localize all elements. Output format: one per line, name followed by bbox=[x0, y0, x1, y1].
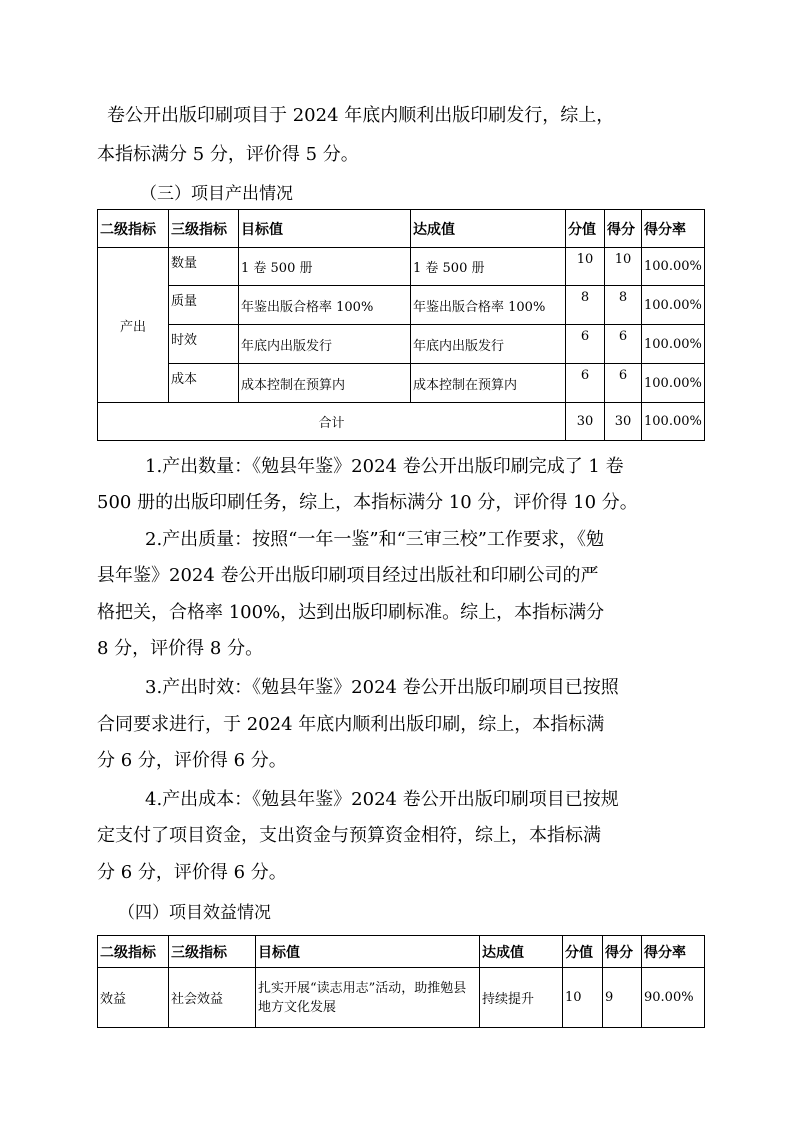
level3-cell: 数量 bbox=[169, 248, 239, 286]
benefit-table bbox=[97, 935, 705, 1028]
p3-line-2: 合同要求进行，于 2024 年底内顺利出版印刷，综上，本指标满 bbox=[97, 714, 605, 735]
header-rate: 得分率 bbox=[642, 210, 705, 248]
got-cell: 6 bbox=[605, 325, 642, 364]
p3-line-1: 3.产出时效：《勉县年鉴》2024 卷公开出版印刷项目已按照 bbox=[145, 677, 619, 698]
table-header-row bbox=[98, 936, 705, 968]
section-3-heading: （三）项目产出情况 bbox=[140, 184, 293, 204]
total-rate: 100.00% bbox=[642, 403, 705, 441]
table-row bbox=[98, 325, 705, 364]
got-cell: 6 bbox=[605, 364, 642, 403]
p4-line-3: 分 6 分，评价得 6 分。 bbox=[97, 862, 287, 883]
rate-cell: 100.00% bbox=[642, 364, 705, 403]
p1-line-2: 500 册的出版印刷任务，综上，本指标满分 10 分，评价得 10 分。 bbox=[97, 492, 638, 513]
total-label: 合计 bbox=[98, 403, 566, 441]
p4-line-2: 定支付了项目资金，支出资金与预算资金相符，综上，本指标满 bbox=[97, 825, 601, 846]
table-row bbox=[98, 248, 705, 286]
achieved-cell: 年鉴出版合格率 100% bbox=[411, 286, 566, 325]
rate-cell: 100.00% bbox=[642, 286, 705, 325]
target-cell: 扎实开展“读志用志”活动，助推勉县地方文化发展 bbox=[256, 968, 480, 1028]
table-row bbox=[98, 286, 705, 325]
level3-cell: 成本 bbox=[169, 364, 239, 403]
level3-cell: 质量 bbox=[169, 286, 239, 325]
rate-cell: 100.00% bbox=[642, 325, 705, 364]
score-cell: 10 bbox=[566, 248, 605, 286]
target-cell: 年底内出版发行 bbox=[239, 325, 411, 364]
total-score: 30 bbox=[566, 403, 605, 441]
total-row bbox=[98, 403, 705, 441]
header-level3: 三级指标 bbox=[169, 210, 239, 248]
section-4-heading: （四）项目效益情况 bbox=[118, 903, 271, 923]
p1-line-1: 1.产出数量：《勉县年鉴》2024 卷公开出版印刷完成了 1 卷 bbox=[145, 456, 624, 477]
output-table bbox=[97, 209, 705, 441]
p2-line-3: 格把关，合格率 100%，达到出版印刷标准。综上，本指标满分 bbox=[97, 602, 605, 623]
intro-line-1: 卷公开出版印刷项目于 2024 年底内顺利出版印刷发行，综上， bbox=[107, 105, 615, 126]
target-cell: 1 卷 500 册 bbox=[239, 248, 411, 286]
p2-line-2: 县年鉴》2024 卷公开出版印刷项目经过出版社和印刷公司的严 bbox=[97, 565, 599, 586]
header-score: 分值 bbox=[563, 936, 603, 968]
score-cell: 6 bbox=[566, 325, 605, 364]
table-header-row bbox=[98, 210, 705, 248]
target-cell: 成本控制在预算内 bbox=[239, 364, 411, 403]
header-level2: 二级指标 bbox=[98, 210, 169, 248]
header-target: 目标值 bbox=[256, 936, 480, 968]
got-cell: 10 bbox=[605, 248, 642, 286]
score-cell: 8 bbox=[566, 286, 605, 325]
p2-line-4: 8 分，评价得 8 分。 bbox=[97, 638, 264, 659]
total-got: 30 bbox=[605, 403, 642, 441]
score-cell: 10 bbox=[563, 968, 603, 1028]
target-cell: 年鉴出版合格率 100% bbox=[239, 286, 411, 325]
got-cell: 8 bbox=[605, 286, 642, 325]
score-cell: 6 bbox=[566, 364, 605, 403]
level3-cell: 社会效益 bbox=[169, 968, 256, 1028]
header-level2: 二级指标 bbox=[98, 936, 169, 968]
table-row bbox=[98, 364, 705, 403]
header-target: 目标值 bbox=[239, 210, 411, 248]
intro-line-2: 本指标满分 5 分，评价得 5 分。 bbox=[97, 144, 359, 165]
header-score: 分值 bbox=[566, 210, 605, 248]
header-achieved: 达成值 bbox=[411, 210, 566, 248]
header-got: 得分 bbox=[603, 936, 642, 968]
got-cell: 9 bbox=[603, 968, 642, 1028]
group-label: 产出 bbox=[98, 248, 169, 403]
level3-cell: 时效 bbox=[169, 325, 239, 364]
achieved-cell: 成本控制在预算内 bbox=[411, 364, 566, 403]
p4-line-1: 4.产出成本：《勉县年鉴》2024 卷公开出版印刷项目已按规 bbox=[145, 789, 619, 810]
achieved-cell: 年底内出版发行 bbox=[411, 325, 566, 364]
p3-line-3: 分 6 分，评价得 6 分。 bbox=[97, 750, 287, 771]
table-row bbox=[98, 968, 705, 1028]
header-rate: 得分率 bbox=[642, 936, 705, 968]
header-level3: 三级指标 bbox=[169, 936, 256, 968]
level2-cell: 效益 bbox=[98, 968, 169, 1028]
achieved-cell: 1 卷 500 册 bbox=[411, 248, 566, 286]
achieved-cell: 持续提升 bbox=[480, 968, 563, 1028]
rate-cell: 90.00% bbox=[642, 968, 705, 1028]
p2-line-1: 2.产出质量：按照“一年一鉴”和“三审三校”工作要求，《勉 bbox=[145, 529, 604, 550]
rate-cell: 100.00% bbox=[642, 248, 705, 286]
header-got: 得分 bbox=[605, 210, 642, 248]
header-achieved: 达成值 bbox=[480, 936, 563, 968]
